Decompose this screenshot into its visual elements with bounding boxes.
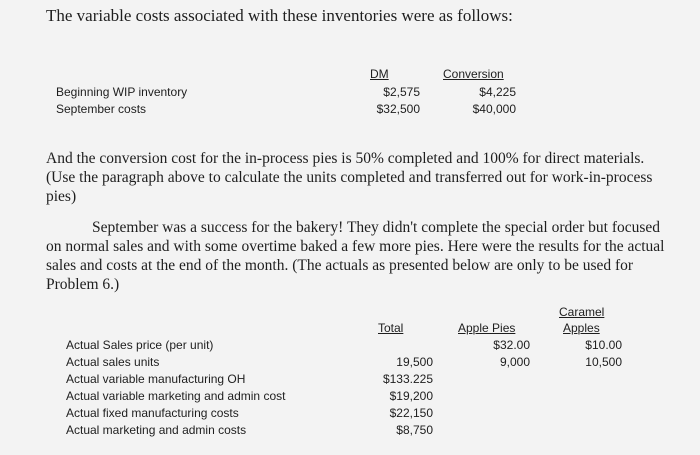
cell-apple-sales-units: 9,000 xyxy=(499,355,530,369)
row-label-beginning-wip: Beginning WIP inventory xyxy=(56,85,188,99)
cell-dm-beginning-wip: $2,575 xyxy=(383,85,420,99)
paragraph-september-results: September was a success for the bakery! They didn't complete the special order but focused on normal sales and with some overtime baked a few more pies. Here were the results for the actual sales and costs at the end of the month. (The actuals as presented below are only to be used for Problem 6.) xyxy=(46,219,665,293)
col-header-conversion: Conversion xyxy=(443,67,504,81)
cell-caramel-sales-price: $10.00 xyxy=(585,338,622,352)
cell-total-fixed-mfg-costs: $22,150 xyxy=(389,406,433,420)
row-label-sales-units: Actual sales units xyxy=(66,355,160,369)
row-label-fixed-mfg-costs: Actual fixed manufacturing costs xyxy=(66,406,239,420)
col-header-dm: DM xyxy=(370,67,389,81)
cell-total-sales-units: 19,500 xyxy=(396,355,433,369)
heading-text: The variable costs associated with these inventories were as follows: xyxy=(46,6,513,25)
row-label-variable-mfg-oh: Actual variable manufacturing OH xyxy=(66,372,246,386)
col-header-total: Total xyxy=(378,321,404,335)
cell-dm-september-costs: $32,500 xyxy=(376,102,420,116)
cell-total-variable-marketing-admin: $19,200 xyxy=(389,389,433,403)
col-header-apple-pies: Apple Pies xyxy=(458,321,516,335)
row-label-september-costs: September costs xyxy=(56,102,147,116)
row-label-variable-marketing-admin: Actual variable marketing and admin cost xyxy=(66,389,286,403)
paragraph-conversion-cost: And the conversion cost for the in-process pies is 50% completed and 100% for direct materials. (Use the paragraph above to calculate the units completed and transferred out for work-in-process pies) xyxy=(46,150,653,205)
col-header-caramel-line1: Caramel xyxy=(559,305,605,319)
cell-total-marketing-admin-costs: $8,750 xyxy=(396,423,433,437)
cell-conversion-beginning-wip: $4,225 xyxy=(479,85,516,99)
cell-apple-sales-price: $32.00 xyxy=(493,338,530,352)
cell-total-variable-mfg-oh: $133.225 xyxy=(382,372,433,386)
cell-caramel-sales-units: 10,500 xyxy=(585,355,622,369)
cell-conversion-september-costs: $40,000 xyxy=(472,102,516,116)
col-header-caramel-line2: Apples xyxy=(563,321,600,335)
row-label-marketing-admin-costs: Actual marketing and admin costs xyxy=(66,423,247,437)
row-label-sales-price: Actual Sales price (per unit) xyxy=(66,338,214,352)
